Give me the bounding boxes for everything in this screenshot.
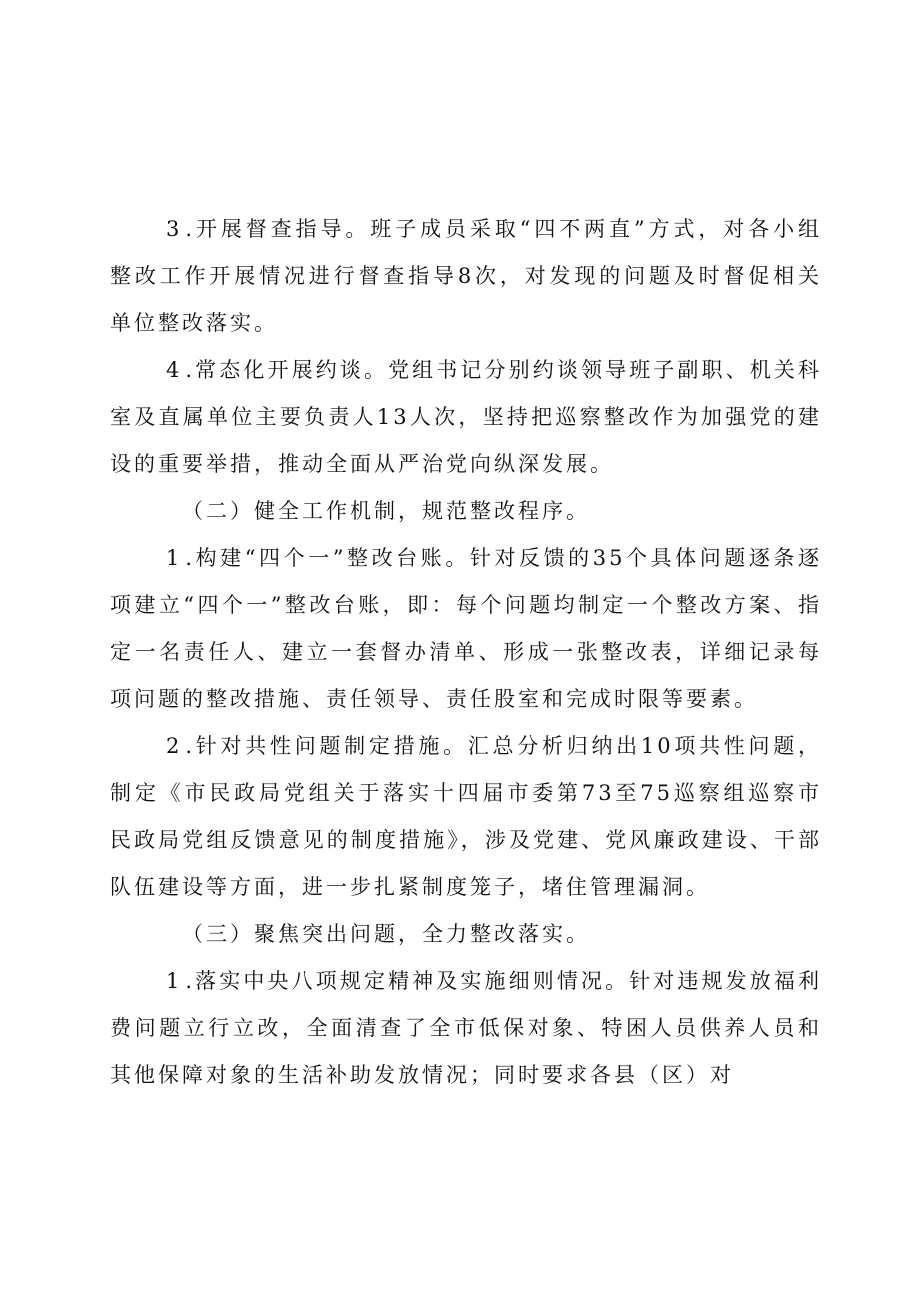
paragraph-text: .开展督查指导。班子成员采取“四不两直”方式，对各小组整改工作开展情况进行督查指导8次，对发现的问题及时督促相关单位整改落实。 <box>110 217 822 335</box>
paragraph-item-1b <box>110 958 822 1099</box>
item-number: 2 <box>166 734 186 758</box>
item-number: 4 <box>166 358 186 382</box>
section-heading-3: （三）聚焦突出问题，全力整改落实。 <box>182 922 590 946</box>
document-body <box>110 206 822 1099</box>
paragraph-text: .构建“四个一”整改台账。针对反馈的35个具体问题逐条逐项建立“四个一”整改台账，即：每个问题均制定一个整改方案、指定一名责任人、建立一套督办清单、形成一张整改表，详细记录每项问题的整改措施、责任领导、责任股室和完成时限等要素。 <box>110 546 822 711</box>
paragraph-item-2 <box>110 723 822 911</box>
item-number: 1 <box>166 546 186 570</box>
item-number: 1 <box>166 969 186 993</box>
paragraph-item-3 <box>110 206 822 347</box>
paragraph-text: .针对共性问题制定措施。汇总分析归纳出10项共性问题，制定《市民政局党组关于落实十四届市委第73至75巡察组巡察市民政局党组反馈意见的制度措施》，涉及党建、党风廉政建设、干部队伍建设等方面，进一步扎紧制度笼子，堵住管理漏洞。 <box>110 734 822 899</box>
paragraph-item-1 <box>110 535 822 723</box>
paragraph-item-4 <box>110 347 822 488</box>
paragraph-text: .常态化开展约谈。党组书记分别约谈领导班子副职、机关科室及直属单位主要负责人13人次，坚持把巡察整改作为加强党的建设的重要举措，推动全面从严治党向纵深发展。 <box>110 358 822 476</box>
section-heading-2: （二）健全工作机制，规范整改程序。 <box>182 499 590 523</box>
item-number: 3 <box>166 217 186 241</box>
paragraph-text: .落实中央八项规定精神及实施细则情况。针对违规发放福利费问题立行立改，全面清查了全市低保对象、特困人员供养人员和其他保障对象的生活补助发放情况；同时要求各县（区）对 <box>110 969 822 1087</box>
